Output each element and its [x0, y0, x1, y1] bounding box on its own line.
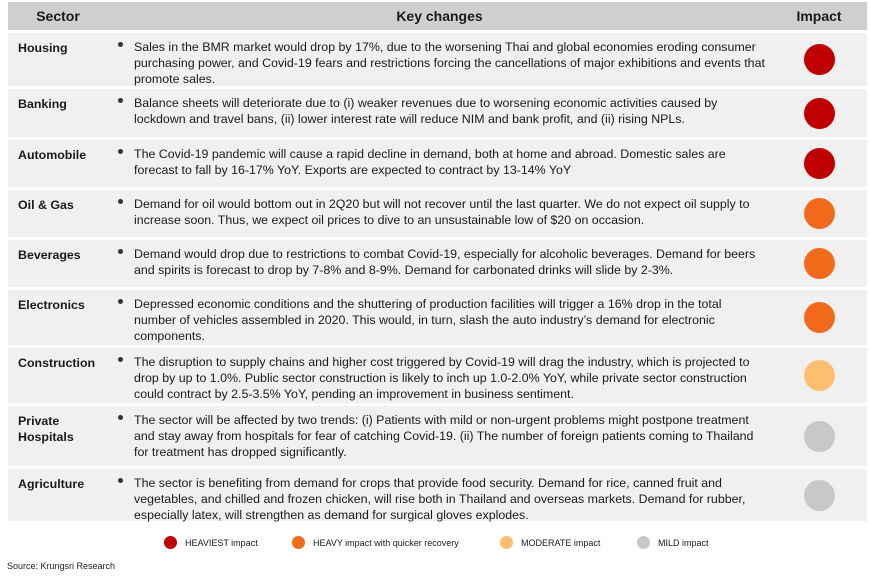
sector-name: Housing — [18, 41, 68, 55]
mild-impact-dot-icon — [804, 480, 835, 511]
legend-item-heaviest — [164, 536, 258, 549]
key-change-body: Demand would drop due to restrictions to combat Covid-19, especially for alcoholic beverages. Demand for beers and spirits is forecast to drop by 7-8% and 8-9%. Demand for carbonated drinks will slide by 2-3%. — [134, 247, 756, 277]
table-row — [8, 345, 867, 403]
heaviest-impact-dot-icon — [804, 148, 835, 179]
heaviest-impact-dot-icon — [804, 98, 835, 129]
impact-table — [8, 2, 867, 521]
bullet-icon — [118, 299, 123, 304]
heavy-impact-dot-icon — [804, 198, 835, 229]
moderate-dot-icon — [500, 536, 513, 549]
header-impact: Impact — [796, 8, 842, 24]
table-row — [8, 30, 867, 86]
impact-cell — [771, 469, 867, 521]
heavy-impact-dot-icon — [804, 302, 835, 333]
sector-name: Automobile — [18, 148, 87, 162]
impact-cell — [771, 406, 867, 466]
heavy-impact-dot-icon — [804, 248, 835, 279]
bullet-icon — [118, 199, 123, 204]
legend-item-mild — [637, 536, 709, 549]
key-change-text — [108, 348, 771, 403]
table-row — [8, 137, 867, 187]
source-note: Source: Krungsri Research — [7, 561, 116, 571]
legend-label: HEAVIEST impact — [185, 537, 258, 548]
bullet-icon — [118, 478, 123, 483]
table-row — [8, 86, 867, 137]
key-change-text — [108, 406, 771, 466]
key-change-text — [108, 240, 771, 287]
table-body — [8, 30, 867, 521]
heaviest-dot-icon — [164, 536, 177, 549]
key-change-body: Sales in the BMR market would drop by 17%, due to the worsening Thai and global economies eroding consumer purchasing power, and Covid-19 fears and restrictions forcing the cancellations of major exhibitions and events that promote sales. — [134, 40, 765, 86]
sector-name: Beverages — [18, 248, 81, 262]
sector-name: Electronics — [18, 298, 85, 312]
mild-dot-icon — [637, 536, 650, 549]
key-change-body: Depressed economic conditions and the shuttering of production facilities will trigger a 16% drop in the total number of vehicles assembled in 2020. This would, in turn, slash the auto industry’s demand for electronic components. — [134, 297, 722, 343]
impact-cell — [771, 89, 867, 137]
key-change-body: Balance sheets will deteriorate due to (i) weaker revenues due to worsening economic activities caused by lockdown and travel bans, (ii) lower interest rate will reduce NIM and bank profit, and (ii) rising NPLs. — [134, 96, 718, 126]
key-change-text — [108, 89, 771, 137]
sector-name: Agriculture — [18, 477, 85, 491]
legend-label: HEAVY impact with quicker recovery — [313, 537, 459, 548]
impact-cell — [771, 240, 867, 287]
legend-item-moderate — [500, 536, 600, 549]
mild-impact-dot-icon — [804, 421, 835, 452]
key-change-body: Demand for oil would bottom out in 2Q20 but will not recover until the last quarter. We do not expect oil supply to increase soon. Thus, we expect oil prices to dive to an unsustainable low of $20 on occasion. — [134, 197, 750, 227]
sector-name: Oil & Gas — [18, 198, 74, 212]
bullet-icon — [118, 98, 123, 103]
bullet-icon — [118, 42, 123, 47]
legend — [0, 536, 870, 552]
legend-label: MILD impact — [658, 537, 709, 548]
bullet-icon — [118, 149, 123, 154]
impact-cell — [771, 348, 867, 403]
sector-name: Construction — [18, 356, 96, 370]
table-row — [8, 237, 867, 287]
table-row — [8, 187, 867, 237]
key-change-text — [108, 469, 771, 521]
bullet-icon — [118, 249, 123, 254]
key-change-body: The sector will be affected by two trends: (i) Patients with mild or non-urgent problems might postpone treatment and stay away from hospitals for fear of catching Covid-19. (ii) The number of foreign patients coming to Thailand for treatment has dropped significantly. — [134, 413, 754, 459]
key-change-text — [108, 190, 771, 237]
sector-name: Private Hospitals — [18, 414, 74, 444]
key-change-body: The Covid-19 pandemic will cause a rapid decline in demand, both at home and abroad. Domestic sales are forecast to fall by 16-17% YoY. Exports are expected to contract by 13-14% YoY — [134, 147, 726, 177]
key-change-text — [108, 290, 771, 345]
moderate-impact-dot-icon — [804, 360, 835, 391]
key-change-body: The disruption to supply chains and higher cost triggered by Covid-19 will drag the industry, which is projected to drop by up to 1.0%. Public sector construction is likely to inch up 1.0-2.0% YoY, while private sector construction could contract by 2.5-3.5% YoY, pending an improvement in business sentiment. — [134, 355, 750, 401]
table-header — [8, 2, 867, 30]
table-row — [8, 466, 867, 521]
key-change-body: The sector is benefiting from demand for crops that provide food security. Demand for rice, canned fruit and vegetables, and chilled and frozen chicken, will rise both in Thailand and overseas markets. Demand for rubber, especially latex, will strengthen as demand for surgical gloves explodes. — [134, 476, 746, 522]
key-change-text — [108, 140, 771, 187]
table-row — [8, 287, 867, 345]
key-change-text — [108, 33, 771, 86]
impact-cell — [771, 140, 867, 187]
heavy-dot-icon — [292, 536, 305, 549]
header-key-changes: Key changes — [396, 8, 483, 24]
legend-label: MODERATE impact — [521, 537, 601, 548]
heaviest-impact-dot-icon — [804, 44, 835, 75]
impact-cell — [771, 290, 867, 345]
impact-cell — [771, 33, 867, 86]
header-sector: Sector — [36, 8, 80, 24]
sector-name: Banking — [18, 97, 67, 111]
impact-cell — [771, 190, 867, 237]
bullet-icon — [118, 415, 123, 420]
legend-item-heavy — [292, 536, 459, 549]
bullet-icon — [118, 357, 123, 362]
table-row — [8, 403, 867, 466]
